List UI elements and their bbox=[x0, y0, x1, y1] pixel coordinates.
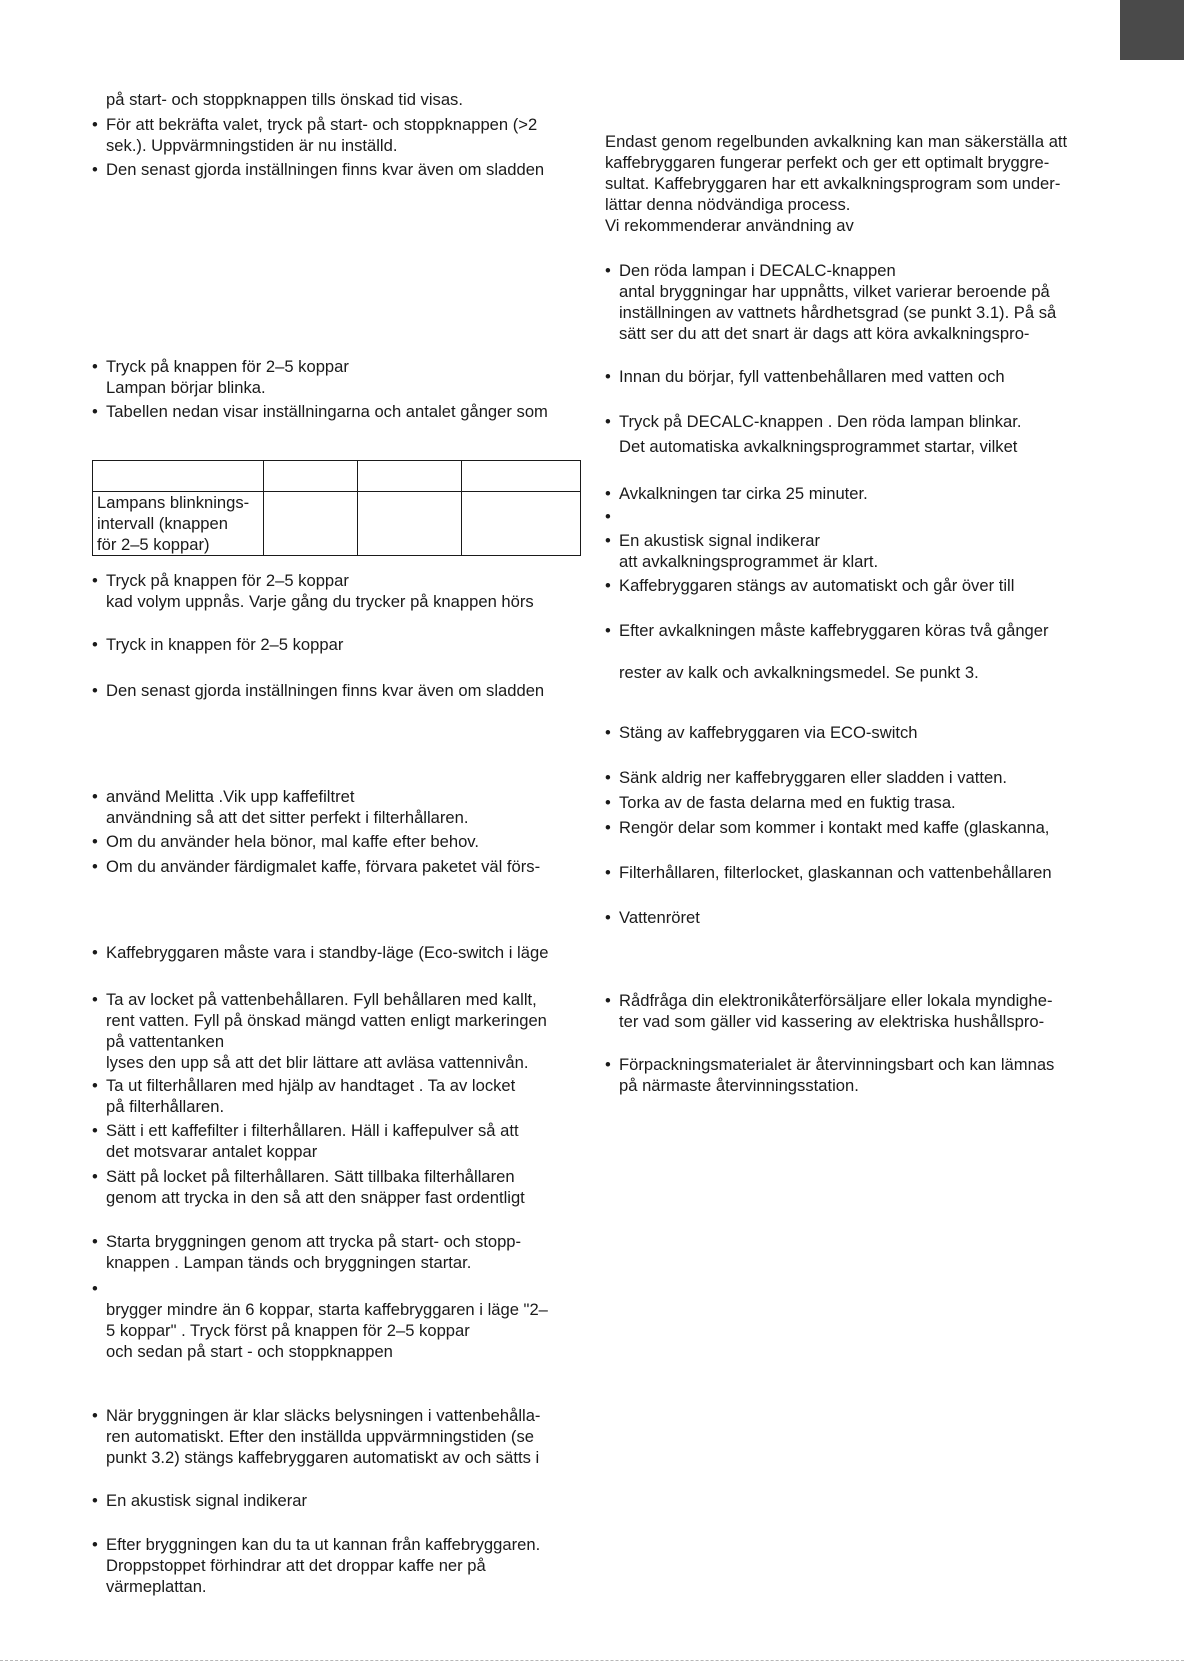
item-line: Stäng av kaffebryggaren via ECO-switch bbox=[619, 723, 918, 742]
item-line: Ta av locket på vattenbehållaren. Fyll behållaren med kallt, bbox=[106, 990, 537, 1009]
item-line: sek.). Uppvärmningstiden är nu inställd. bbox=[106, 136, 398, 155]
bullet-marker: • bbox=[92, 402, 98, 421]
paragraph-line: Vi rekommenderar användning av bbox=[605, 216, 854, 235]
bullet-marker: • bbox=[605, 991, 611, 1010]
item-line: kad volym uppnås. Varje gång du trycker på knappen hörs bbox=[106, 592, 534, 611]
bullet-marker: • bbox=[92, 1121, 98, 1140]
item-line: Sänk aldrig ner kaffebryggaren eller sladden i vatten. bbox=[619, 768, 1008, 787]
left-column bbox=[92, 0, 582, 1667]
bullet-marker: • bbox=[605, 793, 611, 812]
list-item bbox=[605, 366, 1090, 387]
item-line: Avkalkningen tar cirka 25 minuter. bbox=[619, 484, 868, 503]
table-row bbox=[93, 461, 581, 492]
item-line: rent vatten. Fyll på önskad mängd vatten enligt markeringen bbox=[106, 1011, 547, 1030]
item-line: använd Melitta .Vik upp kaffefiltret bbox=[106, 787, 355, 806]
item-line: Tryck på knappen för 2–5 koppar bbox=[106, 357, 349, 376]
item-line: Det automatiska avkalkningsprogrammet startar, vilket bbox=[619, 437, 1018, 456]
page-bottom-rule bbox=[0, 1660, 1184, 1662]
item-line: Tryck in knappen för 2–5 koppar bbox=[106, 635, 344, 654]
item-line bbox=[92, 1278, 582, 1299]
list-item bbox=[92, 942, 582, 963]
item-line: antal bryggningar har uppnåtts, vilket varierar beroende på bbox=[619, 282, 1050, 301]
bullet-marker: • bbox=[92, 1076, 98, 1095]
item-line bbox=[605, 641, 1090, 662]
bullet-marker: • bbox=[92, 1279, 98, 1298]
bullet-marker: • bbox=[92, 832, 98, 851]
intro-paragraph bbox=[605, 131, 1090, 236]
item-line: Den röda lampan i DECALC-knappen bbox=[619, 261, 896, 280]
list-item bbox=[605, 483, 1090, 504]
item-line: Starta bryggningen genom att trycka på start- och stopp- bbox=[106, 1232, 522, 1251]
item-line: Sätt på locket på filterhållaren. Sätt tillbaka filterhållaren bbox=[106, 1167, 515, 1186]
page-tab-marker bbox=[1120, 0, 1184, 60]
list-item bbox=[92, 1534, 582, 1597]
bullet-marker: • bbox=[605, 723, 611, 742]
table-cell bbox=[358, 492, 462, 556]
bullet-marker: • bbox=[605, 367, 611, 386]
item-line: För att bekräfta valet, tryck på start- och stoppknappen (>2 bbox=[106, 115, 538, 134]
bullet-marker: • bbox=[605, 507, 611, 526]
list-item bbox=[605, 817, 1090, 838]
item-line: ter vad som gäller vid kassering av elektriska hushållspro- bbox=[619, 1012, 1045, 1031]
list-item bbox=[92, 831, 582, 852]
list-item bbox=[605, 260, 1090, 344]
list-item bbox=[92, 1405, 582, 1468]
list-item bbox=[605, 862, 1090, 883]
list-item bbox=[605, 722, 1090, 743]
list-item bbox=[605, 620, 1090, 683]
item-line: lyses den upp så att det blir lättare att avläsa vattennivån. bbox=[106, 1053, 529, 1072]
table-cell bbox=[264, 461, 358, 492]
table-label-line: intervall (knappen bbox=[97, 514, 228, 533]
item-line: När bryggningen är klar släcks belysningen i vattenbehålla- bbox=[106, 1406, 541, 1425]
item-line: Kaffebryggaren stängs av automatiskt och går över till bbox=[619, 576, 1015, 595]
list-item bbox=[605, 575, 1090, 596]
table-row-label bbox=[93, 492, 264, 556]
item-line: Tryck på knappen för 2–5 koppar bbox=[106, 571, 349, 590]
paragraph-line: Endast genom regelbunden avkalkning kan man säkerställa att bbox=[605, 132, 1068, 151]
item-line: ren automatiskt. Efter den inställda uppvärmningstiden (se bbox=[106, 1427, 534, 1446]
item-line: brygger mindre än 6 koppar, starta kaffebryggaren i läge "2– bbox=[106, 1300, 548, 1319]
item-line: Om du använder färdigmalet kaffe, förvara paketet väl förs- bbox=[106, 857, 541, 876]
item-line: Torka av de fasta delarna med en fuktig trasa. bbox=[619, 793, 956, 812]
list-item bbox=[605, 411, 1090, 457]
list-item bbox=[92, 634, 582, 655]
table-cell bbox=[93, 461, 264, 492]
bullet-marker: • bbox=[605, 531, 611, 550]
item-line: på filterhållaren. bbox=[106, 1097, 225, 1116]
list-item bbox=[605, 530, 1090, 572]
item-line: Ta ut filterhållaren med hjälp av handtaget . Ta av locket bbox=[106, 1076, 516, 1095]
list-item bbox=[92, 1075, 582, 1117]
list-item bbox=[92, 786, 582, 828]
item-line: En akustisk signal indikerar bbox=[106, 1491, 308, 1510]
item-line: Efter avkalkningen måste kaffebryggaren köras två gånger bbox=[619, 621, 1049, 640]
list-item bbox=[92, 114, 582, 156]
bullet-marker: • bbox=[92, 115, 98, 134]
item-line: Den senast gjorda inställningen finns kvar även om sladden bbox=[106, 160, 545, 179]
bullet-marker: • bbox=[92, 943, 98, 962]
table-cell bbox=[462, 461, 581, 492]
bullet-marker: • bbox=[605, 412, 611, 431]
list-item bbox=[605, 767, 1090, 788]
item-line: Filterhållaren, filterlocket, glaskannan och vattenbehållaren bbox=[619, 863, 1052, 882]
table-row bbox=[93, 492, 581, 556]
list-item bbox=[92, 1278, 582, 1362]
list-item bbox=[92, 89, 582, 110]
table-label-line: Lampans blinknings- bbox=[97, 493, 250, 512]
table-cell bbox=[462, 492, 581, 556]
item-line: Efter bryggningen kan du ta ut kannan från kaffebryggaren. bbox=[106, 1535, 541, 1554]
item-line: Vattenröret bbox=[619, 908, 700, 927]
list-item bbox=[605, 792, 1090, 813]
list-item bbox=[605, 907, 1090, 928]
list-item bbox=[92, 356, 582, 398]
bullet-marker: • bbox=[92, 857, 98, 876]
bullet-marker: • bbox=[92, 571, 98, 590]
bullet-marker: • bbox=[92, 1232, 98, 1251]
item-line: på start- och stoppknappen tills önskad tid visas. bbox=[106, 90, 463, 109]
item-line: genom att trycka in den så att den snäpper fast ordentligt bbox=[106, 1188, 525, 1207]
item-line: punkt 3.2) stängs kaffebryggaren automatiskt av och sätts i bbox=[106, 1448, 540, 1467]
right-column bbox=[605, 0, 1090, 1667]
item-line: knappen . Lampan tänds och bryggningen startar. bbox=[106, 1253, 472, 1272]
item-line: Den senast gjorda inställningen finns kvar även om sladden bbox=[106, 681, 545, 700]
paragraph-line: kaffebryggaren fungerar perfekt och ger ett optimalt bryggre- bbox=[605, 153, 1050, 172]
bullet-marker: • bbox=[605, 768, 611, 787]
table-cell bbox=[264, 492, 358, 556]
item-line: 5 koppar" . Tryck först på knappen för 2–5 koppar bbox=[106, 1321, 470, 1340]
table-label-line: för 2–5 koppar) bbox=[97, 535, 210, 554]
item-line: Innan du börjar, fyll vattenbehållaren med vatten och bbox=[619, 367, 1005, 386]
bullet-marker: • bbox=[605, 621, 611, 640]
list-item bbox=[92, 401, 582, 422]
item-line: Sätt i ett kaffefilter i filterhållaren. Häll i kaffepulver så att bbox=[106, 1121, 519, 1140]
bullet-marker: • bbox=[605, 261, 611, 280]
item-line: Tryck på DECALC-knappen . Den röda lampan blinkar. bbox=[619, 412, 1022, 431]
settings-table bbox=[92, 460, 581, 556]
bullet-marker: • bbox=[605, 1055, 611, 1074]
list-item bbox=[605, 990, 1090, 1032]
list-item bbox=[92, 1166, 582, 1208]
item-line: En akustisk signal indikerar bbox=[619, 531, 821, 550]
item-line: på vattentanken bbox=[106, 1032, 225, 1051]
bullet-marker: • bbox=[92, 635, 98, 654]
bullet-marker: • bbox=[92, 1167, 98, 1186]
item-line: det motsvarar antalet koppar bbox=[106, 1142, 318, 1161]
item-line: Droppstoppet förhindrar att det droppar kaffe ner på bbox=[106, 1556, 486, 1575]
item-line: Rengör delar som kommer i kontakt med kaffe (glaskanna, bbox=[619, 818, 1050, 837]
list-item bbox=[605, 1054, 1090, 1096]
item-line: sätt ser du att det snart är dags att köra avkalkningspro- bbox=[619, 324, 1030, 343]
list-item bbox=[92, 856, 582, 877]
item-line: Rådfråga din elektronikåterförsäljare eller lokala myndighe- bbox=[619, 991, 1053, 1010]
bullet-marker: • bbox=[92, 681, 98, 700]
bullet-marker: • bbox=[92, 1491, 98, 1510]
item-line: användning så att det sitter perfekt i filterhållaren. bbox=[106, 808, 469, 827]
item-line: rester av kalk och avkalkningsmedel. Se punkt 3. bbox=[619, 663, 979, 682]
bullet-marker: • bbox=[605, 818, 611, 837]
item-line: inställningen av vattnets hårdhetsgrad (se punkt 3.1). På så bbox=[619, 303, 1057, 322]
list-item bbox=[92, 989, 582, 1073]
bullet-marker: • bbox=[92, 787, 98, 806]
list-item bbox=[92, 1231, 582, 1273]
item-line: Förpackningsmaterialet är återvinningsbart och kan lämnas bbox=[619, 1055, 1055, 1074]
list-item bbox=[92, 1120, 582, 1162]
paragraph-line: lättar denna nödvändiga process. bbox=[605, 195, 851, 214]
list-item bbox=[92, 159, 582, 180]
table-cell bbox=[358, 461, 462, 492]
item-line: och sedan på start - och stoppknappen bbox=[106, 1342, 393, 1361]
bullet-marker: • bbox=[92, 990, 98, 1009]
item-line bbox=[605, 506, 1090, 527]
bullet-marker: • bbox=[92, 160, 98, 179]
bullet-marker: • bbox=[92, 1406, 98, 1425]
item-line: Lampan börjar blinka. bbox=[106, 378, 266, 397]
item-line: Tabellen nedan visar inställningarna och antalet gånger som bbox=[106, 402, 548, 421]
item-line: Kaffebryggaren måste vara i standby-läge (Eco-switch i läge bbox=[106, 943, 549, 962]
item-line: på närmaste återvinningsstation. bbox=[619, 1076, 859, 1095]
list-item bbox=[92, 1490, 582, 1511]
bullet-marker: • bbox=[605, 863, 611, 882]
bullet-marker: • bbox=[605, 576, 611, 595]
item-line: Om du använder hela bönor, mal kaffe efter behov. bbox=[106, 832, 479, 851]
list-item bbox=[92, 680, 582, 701]
list-item bbox=[92, 570, 582, 612]
paragraph-line: sultat. Kaffebryggaren har ett avkalkningsprogram som under- bbox=[605, 174, 1061, 193]
item-line: värmeplattan. bbox=[106, 1577, 207, 1596]
item-line: att avkalkningsprogrammet är klart. bbox=[619, 552, 879, 571]
bullet-marker: • bbox=[605, 908, 611, 927]
list-item bbox=[605, 506, 1090, 527]
bullet-marker: • bbox=[92, 1535, 98, 1554]
bullet-marker: • bbox=[605, 484, 611, 503]
bullet-marker: • bbox=[92, 357, 98, 376]
